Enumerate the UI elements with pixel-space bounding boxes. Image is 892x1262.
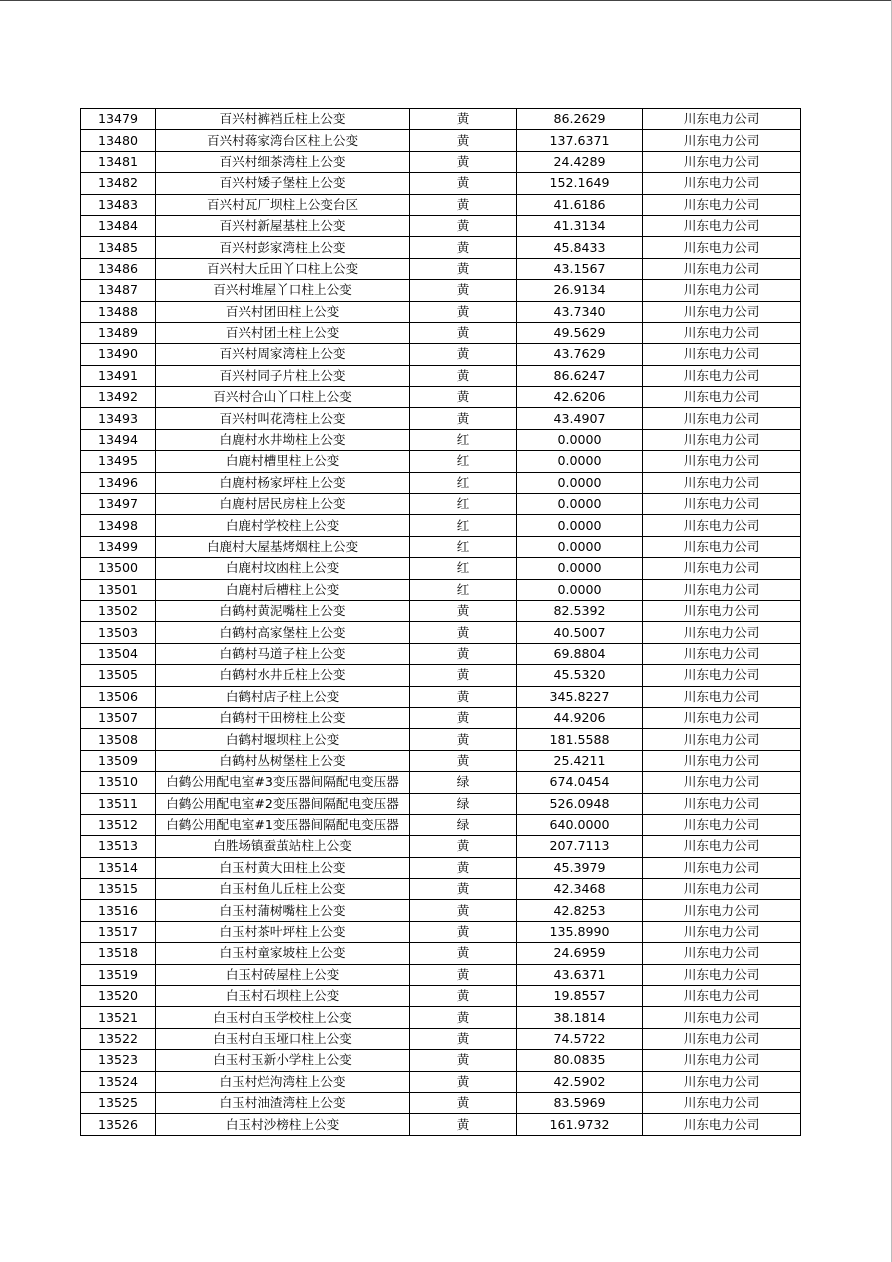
warning-level-cell: 红 <box>410 472 517 493</box>
transformer-name-cell: 百兴村合山丫口柱上公变 <box>156 387 410 408</box>
warning-level-cell: 黄 <box>410 408 517 429</box>
company-cell: 川东电力公司 <box>643 280 801 301</box>
row-id-cell: 13522 <box>81 1028 156 1049</box>
table-row <box>81 750 801 771</box>
company-cell: 川东电力公司 <box>643 665 801 686</box>
company-cell: 川东电力公司 <box>643 814 801 835</box>
company-cell: 川东电力公司 <box>643 130 801 151</box>
row-id-cell: 13524 <box>81 1071 156 1092</box>
row-id-cell: 13513 <box>81 836 156 857</box>
capacity-value-cell: 207.7113 <box>517 836 643 857</box>
capacity-value-cell: 526.0948 <box>517 793 643 814</box>
transformer-name-cell: 百兴村细茶湾柱上公变 <box>156 151 410 172</box>
warning-level-cell: 黄 <box>410 1028 517 1049</box>
row-id-cell: 13510 <box>81 772 156 793</box>
transformer-name-cell: 百兴村瓦厂坝柱上公变台区 <box>156 194 410 215</box>
warning-level-cell: 红 <box>410 579 517 600</box>
row-id-cell: 13521 <box>81 1007 156 1028</box>
company-cell: 川东电力公司 <box>643 494 801 515</box>
table-row <box>81 793 801 814</box>
capacity-value-cell: 42.8253 <box>517 900 643 921</box>
transformer-name-cell: 白鹤公用配电室#1变压器间隔配电变压器 <box>156 814 410 835</box>
warning-level-cell: 黄 <box>410 622 517 643</box>
table-row <box>81 515 801 536</box>
company-cell: 川东电力公司 <box>643 750 801 771</box>
table-row <box>81 879 801 900</box>
transformer-name-cell: 白鹤村水井丘柱上公变 <box>156 665 410 686</box>
warning-level-cell: 红 <box>410 558 517 579</box>
table-row <box>81 151 801 172</box>
transformer-name-cell: 白鹤村干田榜柱上公变 <box>156 707 410 728</box>
transformer-name-cell: 白玉村砖屋柱上公变 <box>156 964 410 985</box>
capacity-value-cell: 0.0000 <box>517 579 643 600</box>
row-id-cell: 13480 <box>81 130 156 151</box>
transformer-name-cell: 白玉村童家坡柱上公变 <box>156 943 410 964</box>
transformer-name-cell: 白鹤村店子柱上公变 <box>156 686 410 707</box>
table-row <box>81 1007 801 1028</box>
row-id-cell: 13502 <box>81 600 156 621</box>
warning-level-cell: 黄 <box>410 750 517 771</box>
transformer-name-cell: 白玉村沙榜柱上公变 <box>156 1114 410 1135</box>
capacity-value-cell: 41.3134 <box>517 215 643 236</box>
table-row <box>81 579 801 600</box>
row-id-cell: 13482 <box>81 173 156 194</box>
table-row <box>81 836 801 857</box>
row-id-cell: 13487 <box>81 280 156 301</box>
capacity-value-cell: 135.8990 <box>517 921 643 942</box>
table-row <box>81 130 801 151</box>
row-id-cell: 13508 <box>81 729 156 750</box>
transformer-name-cell: 白鹤公用配电室#3变压器间隔配电变压器 <box>156 772 410 793</box>
warning-level-cell: 红 <box>410 429 517 450</box>
capacity-value-cell: 86.6247 <box>517 365 643 386</box>
company-cell: 川东电力公司 <box>643 237 801 258</box>
table-row <box>81 322 801 343</box>
transformer-name-cell: 白玉村烂泃湾柱上公变 <box>156 1071 410 1092</box>
company-cell: 川东电力公司 <box>643 536 801 557</box>
warning-level-cell: 黄 <box>410 130 517 151</box>
transformer-name-cell: 白鹤公用配电室#2变压器间隔配电变压器 <box>156 793 410 814</box>
company-cell: 川东电力公司 <box>643 194 801 215</box>
warning-level-cell: 黄 <box>410 151 517 172</box>
transformer-name-cell: 百兴村裤裆丘柱上公变 <box>156 109 410 130</box>
transformer-name-cell: 百兴村同子片柱上公变 <box>156 365 410 386</box>
capacity-value-cell: 43.1567 <box>517 258 643 279</box>
company-cell: 川东电力公司 <box>643 429 801 450</box>
capacity-value-cell: 26.9134 <box>517 280 643 301</box>
capacity-value-cell: 86.2629 <box>517 109 643 130</box>
capacity-value-cell: 43.7340 <box>517 301 643 322</box>
table-row <box>81 451 801 472</box>
company-cell: 川东电力公司 <box>643 879 801 900</box>
capacity-value-cell: 42.5902 <box>517 1071 643 1092</box>
table-row <box>81 921 801 942</box>
capacity-value-cell: 24.6959 <box>517 943 643 964</box>
company-cell: 川东电力公司 <box>643 772 801 793</box>
capacity-value-cell: 83.5969 <box>517 1092 643 1113</box>
row-id-cell: 13483 <box>81 194 156 215</box>
row-id-cell: 13501 <box>81 579 156 600</box>
table-row <box>81 429 801 450</box>
warning-level-cell: 绿 <box>410 772 517 793</box>
table-row <box>81 665 801 686</box>
company-cell: 川东电力公司 <box>643 1071 801 1092</box>
table-row <box>81 943 801 964</box>
table-row <box>81 536 801 557</box>
warning-level-cell: 黄 <box>410 857 517 878</box>
table-row <box>81 194 801 215</box>
capacity-value-cell: 69.8804 <box>517 643 643 664</box>
table-row <box>81 857 801 878</box>
transformer-name-cell: 百兴村矮子堡柱上公变 <box>156 173 410 194</box>
capacity-value-cell: 45.5320 <box>517 665 643 686</box>
row-id-cell: 13489 <box>81 322 156 343</box>
capacity-value-cell: 345.8227 <box>517 686 643 707</box>
capacity-value-cell: 43.7629 <box>517 344 643 365</box>
transformer-name-cell: 白鹿村槽里柱上公变 <box>156 451 410 472</box>
transformer-name-cell: 白鹿村学校柱上公变 <box>156 515 410 536</box>
warning-level-cell: 黄 <box>410 707 517 728</box>
company-cell: 川东电力公司 <box>643 1007 801 1028</box>
capacity-value-cell: 80.0835 <box>517 1050 643 1071</box>
warning-level-cell: 黄 <box>410 729 517 750</box>
company-cell: 川东电力公司 <box>643 986 801 1007</box>
company-cell: 川东电力公司 <box>643 151 801 172</box>
warning-level-cell: 黄 <box>410 836 517 857</box>
transformer-name-cell: 白鹤村黄泥嘴柱上公变 <box>156 600 410 621</box>
company-cell: 川东电力公司 <box>643 1050 801 1071</box>
row-id-cell: 13500 <box>81 558 156 579</box>
transformer-name-cell: 白玉村白玉垭口柱上公变 <box>156 1028 410 1049</box>
row-id-cell: 13519 <box>81 964 156 985</box>
capacity-value-cell: 43.4907 <box>517 408 643 429</box>
transformer-name-cell: 百兴村团田柱上公变 <box>156 301 410 322</box>
capacity-value-cell: 137.6371 <box>517 130 643 151</box>
row-id-cell: 13520 <box>81 986 156 1007</box>
row-id-cell: 13509 <box>81 750 156 771</box>
company-cell: 川东电力公司 <box>643 322 801 343</box>
transformer-name-cell: 百兴村周家湾柱上公变 <box>156 344 410 365</box>
row-id-cell: 13523 <box>81 1050 156 1071</box>
transformer-name-cell: 白鹿村居民房柱上公变 <box>156 494 410 515</box>
warning-level-cell: 黄 <box>410 1007 517 1028</box>
table-row <box>81 301 801 322</box>
transformer-name-cell: 白玉村鱼儿丘柱上公变 <box>156 879 410 900</box>
transformer-name-cell: 百兴村团土柱上公变 <box>156 322 410 343</box>
row-id-cell: 13515 <box>81 879 156 900</box>
warning-level-cell: 黄 <box>410 686 517 707</box>
warning-level-cell: 黄 <box>410 109 517 130</box>
capacity-value-cell: 42.6206 <box>517 387 643 408</box>
company-cell: 川东电力公司 <box>643 558 801 579</box>
table-row <box>81 1114 801 1135</box>
table-row <box>81 600 801 621</box>
transformer-name-cell: 百兴村蒋家湾台区柱上公变 <box>156 130 410 151</box>
table-row <box>81 109 801 130</box>
company-cell: 川东电力公司 <box>643 686 801 707</box>
warning-level-cell: 黄 <box>410 237 517 258</box>
capacity-value-cell: 74.5722 <box>517 1028 643 1049</box>
row-id-cell: 13499 <box>81 536 156 557</box>
table-row <box>81 365 801 386</box>
row-id-cell: 13517 <box>81 921 156 942</box>
capacity-value-cell: 0.0000 <box>517 451 643 472</box>
table-row <box>81 387 801 408</box>
table-row <box>81 558 801 579</box>
warning-level-cell: 黄 <box>410 600 517 621</box>
warning-level-cell: 黄 <box>410 258 517 279</box>
row-id-cell: 13491 <box>81 365 156 386</box>
transformer-name-cell: 白玉村蒲树嘴柱上公变 <box>156 900 410 921</box>
transformer-name-cell: 白鹿村杨家坪柱上公变 <box>156 472 410 493</box>
company-cell: 川东电力公司 <box>643 857 801 878</box>
capacity-value-cell: 45.3979 <box>517 857 643 878</box>
capacity-value-cell: 43.6371 <box>517 964 643 985</box>
row-id-cell: 13504 <box>81 643 156 664</box>
company-cell: 川东电力公司 <box>643 643 801 664</box>
transformer-name-cell: 白玉村油渣湾柱上公变 <box>156 1092 410 1113</box>
table-row <box>81 344 801 365</box>
transformer-name-cell: 白鹿村大屋基烤烟柱上公变 <box>156 536 410 557</box>
warning-level-cell: 黄 <box>410 365 517 386</box>
row-id-cell: 13514 <box>81 857 156 878</box>
warning-level-cell: 绿 <box>410 814 517 835</box>
company-cell: 川东电力公司 <box>643 793 801 814</box>
warning-level-cell: 红 <box>410 494 517 515</box>
warning-level-cell: 黄 <box>410 1092 517 1113</box>
row-id-cell: 13481 <box>81 151 156 172</box>
warning-level-cell: 黄 <box>410 173 517 194</box>
transformer-name-cell: 百兴村大丘田丫口柱上公变 <box>156 258 410 279</box>
capacity-value-cell: 45.8433 <box>517 237 643 258</box>
table-row <box>81 707 801 728</box>
capacity-value-cell: 24.4289 <box>517 151 643 172</box>
capacity-value-cell: 42.3468 <box>517 879 643 900</box>
warning-level-cell: 黄 <box>410 964 517 985</box>
company-cell: 川东电力公司 <box>643 344 801 365</box>
transformer-name-cell: 百兴村彭家湾柱上公变 <box>156 237 410 258</box>
table-row <box>81 408 801 429</box>
transformer-name-cell: 白玉村茶叶坪柱上公变 <box>156 921 410 942</box>
company-cell: 川东电力公司 <box>643 215 801 236</box>
transformer-name-cell: 白鹤村堰坝柱上公变 <box>156 729 410 750</box>
company-cell: 川东电力公司 <box>643 943 801 964</box>
transformer-name-cell: 白鹿村水井坳柱上公变 <box>156 429 410 450</box>
warning-level-cell: 黄 <box>410 921 517 942</box>
warning-level-cell: 黄 <box>410 194 517 215</box>
warning-level-cell: 黄 <box>410 344 517 365</box>
company-cell: 川东电力公司 <box>643 258 801 279</box>
company-cell: 川东电力公司 <box>643 515 801 536</box>
capacity-value-cell: 640.0000 <box>517 814 643 835</box>
warning-level-cell: 黄 <box>410 643 517 664</box>
table-row <box>81 622 801 643</box>
table-row <box>81 772 801 793</box>
table-row <box>81 900 801 921</box>
capacity-value-cell: 49.5629 <box>517 322 643 343</box>
row-id-cell: 13526 <box>81 1114 156 1135</box>
transformer-name-cell: 百兴村堆屋丫口柱上公变 <box>156 280 410 301</box>
transformer-name-cell: 白鹤村高家堡柱上公变 <box>156 622 410 643</box>
table-row <box>81 643 801 664</box>
table-body <box>81 109 801 1136</box>
row-id-cell: 13479 <box>81 109 156 130</box>
transformer-name-cell: 百兴村叫花湾柱上公变 <box>156 408 410 429</box>
capacity-value-cell: 41.6186 <box>517 194 643 215</box>
capacity-value-cell: 44.9206 <box>517 707 643 728</box>
warning-level-cell: 黄 <box>410 900 517 921</box>
capacity-value-cell: 40.5007 <box>517 622 643 643</box>
row-id-cell: 13507 <box>81 707 156 728</box>
table-row <box>81 215 801 236</box>
table-row <box>81 1071 801 1092</box>
row-id-cell: 13484 <box>81 215 156 236</box>
row-id-cell: 13497 <box>81 494 156 515</box>
row-id-cell: 13511 <box>81 793 156 814</box>
capacity-value-cell: 0.0000 <box>517 515 643 536</box>
company-cell: 川东电力公司 <box>643 729 801 750</box>
row-id-cell: 13493 <box>81 408 156 429</box>
warning-level-cell: 红 <box>410 515 517 536</box>
capacity-value-cell: 19.8557 <box>517 986 643 1007</box>
warning-level-cell: 红 <box>410 451 517 472</box>
capacity-value-cell: 25.4211 <box>517 750 643 771</box>
company-cell: 川东电力公司 <box>643 173 801 194</box>
transformer-name-cell: 白鹿村后槽柱上公变 <box>156 579 410 600</box>
table-row <box>81 280 801 301</box>
company-cell: 川东电力公司 <box>643 579 801 600</box>
table-row <box>81 472 801 493</box>
warning-level-cell: 黄 <box>410 215 517 236</box>
transformer-name-cell: 白玉村玉新小学柱上公变 <box>156 1050 410 1071</box>
warning-level-cell: 黄 <box>410 322 517 343</box>
table-row <box>81 986 801 1007</box>
company-cell: 川东电力公司 <box>643 600 801 621</box>
capacity-value-cell: 38.1814 <box>517 1007 643 1028</box>
company-cell: 川东电力公司 <box>643 622 801 643</box>
table-row <box>81 1092 801 1113</box>
capacity-value-cell: 82.5392 <box>517 600 643 621</box>
capacity-value-cell: 181.5588 <box>517 729 643 750</box>
warning-level-cell: 黄 <box>410 665 517 686</box>
row-id-cell: 13506 <box>81 686 156 707</box>
row-id-cell: 13485 <box>81 237 156 258</box>
row-id-cell: 13518 <box>81 943 156 964</box>
capacity-value-cell: 674.0454 <box>517 772 643 793</box>
transformer-name-cell: 白鹿村坟凼柱上公变 <box>156 558 410 579</box>
transformer-name-cell: 白玉村白玉学校柱上公变 <box>156 1007 410 1028</box>
transformer-name-cell: 白玉村石坝柱上公变 <box>156 986 410 1007</box>
warning-level-cell: 黄 <box>410 301 517 322</box>
transformer-name-cell: 白鹤村丛树堡柱上公变 <box>156 750 410 771</box>
warning-level-cell: 黄 <box>410 1050 517 1071</box>
warning-level-cell: 黄 <box>410 387 517 408</box>
row-id-cell: 13495 <box>81 451 156 472</box>
table-row <box>81 1050 801 1071</box>
warning-level-cell: 黄 <box>410 1114 517 1135</box>
row-id-cell: 13503 <box>81 622 156 643</box>
company-cell: 川东电力公司 <box>643 387 801 408</box>
capacity-value-cell: 152.1649 <box>517 173 643 194</box>
row-id-cell: 13486 <box>81 258 156 279</box>
capacity-value-cell: 0.0000 <box>517 536 643 557</box>
capacity-value-cell: 0.0000 <box>517 472 643 493</box>
row-id-cell: 13496 <box>81 472 156 493</box>
row-id-cell: 13505 <box>81 665 156 686</box>
table-row <box>81 964 801 985</box>
warning-level-cell: 黄 <box>410 879 517 900</box>
transformer-name-cell: 白玉村黄大田柱上公变 <box>156 857 410 878</box>
company-cell: 川东电力公司 <box>643 408 801 429</box>
company-cell: 川东电力公司 <box>643 707 801 728</box>
company-cell: 川东电力公司 <box>643 921 801 942</box>
company-cell: 川东电力公司 <box>643 472 801 493</box>
table-row <box>81 686 801 707</box>
warning-level-cell: 黄 <box>410 986 517 1007</box>
company-cell: 川东电力公司 <box>643 1028 801 1049</box>
row-id-cell: 13512 <box>81 814 156 835</box>
transformer-name-cell: 白鹤村马道子柱上公变 <box>156 643 410 664</box>
row-id-cell: 13488 <box>81 301 156 322</box>
capacity-value-cell: 161.9732 <box>517 1114 643 1135</box>
page-top-border <box>0 0 892 1</box>
warning-level-cell: 黄 <box>410 943 517 964</box>
warning-level-cell: 黄 <box>410 1071 517 1092</box>
table-row <box>81 173 801 194</box>
company-cell: 川东电力公司 <box>643 365 801 386</box>
table-row <box>81 258 801 279</box>
company-cell: 川东电力公司 <box>643 1092 801 1113</box>
company-cell: 川东电力公司 <box>643 1114 801 1135</box>
company-cell: 川东电力公司 <box>643 836 801 857</box>
row-id-cell: 13494 <box>81 429 156 450</box>
table-row <box>81 494 801 515</box>
transformer-table <box>80 108 801 1136</box>
company-cell: 川东电力公司 <box>643 301 801 322</box>
transformer-name-cell: 白胜场镇蚕茧站柱上公变 <box>156 836 410 857</box>
capacity-value-cell: 0.0000 <box>517 558 643 579</box>
warning-level-cell: 红 <box>410 536 517 557</box>
table-row <box>81 1028 801 1049</box>
warning-level-cell: 绿 <box>410 793 517 814</box>
table-row <box>81 237 801 258</box>
company-cell: 川东电力公司 <box>643 451 801 472</box>
row-id-cell: 13490 <box>81 344 156 365</box>
row-id-cell: 13516 <box>81 900 156 921</box>
transformer-name-cell: 百兴村新屋基柱上公变 <box>156 215 410 236</box>
capacity-value-cell: 0.0000 <box>517 494 643 515</box>
company-cell: 川东电力公司 <box>643 109 801 130</box>
company-cell: 川东电力公司 <box>643 964 801 985</box>
table-row <box>81 729 801 750</box>
row-id-cell: 13498 <box>81 515 156 536</box>
capacity-value-cell: 0.0000 <box>517 429 643 450</box>
row-id-cell: 13492 <box>81 387 156 408</box>
table-row <box>81 814 801 835</box>
warning-level-cell: 黄 <box>410 280 517 301</box>
row-id-cell: 13525 <box>81 1092 156 1113</box>
company-cell: 川东电力公司 <box>643 900 801 921</box>
